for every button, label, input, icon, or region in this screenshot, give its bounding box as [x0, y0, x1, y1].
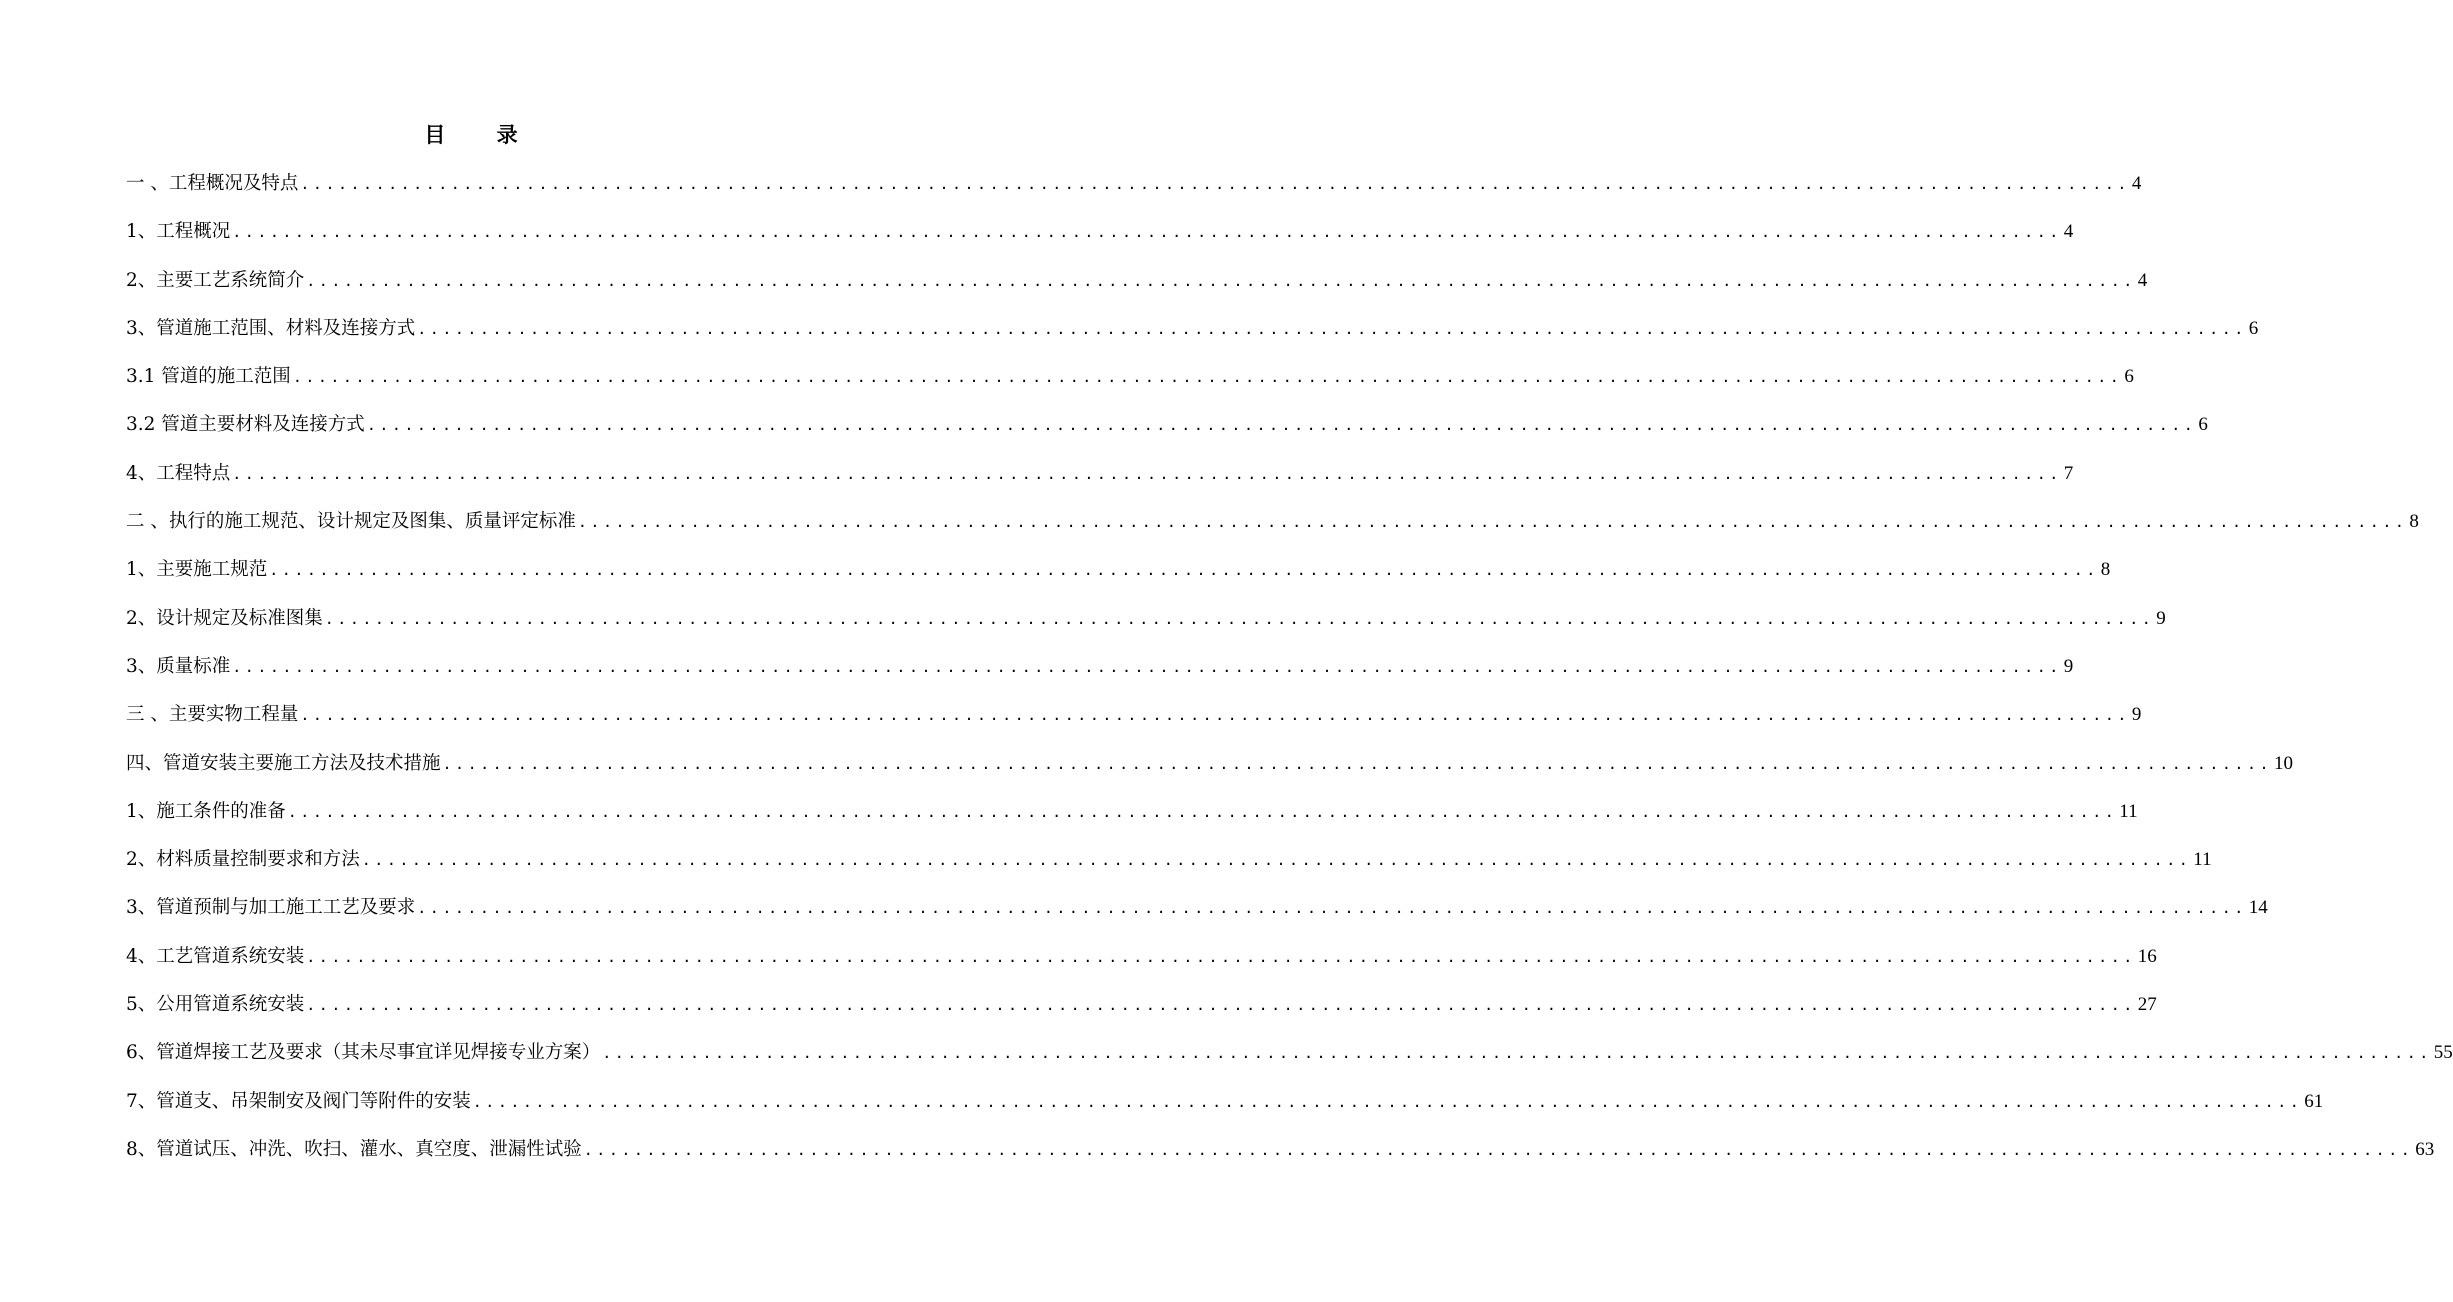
toc-entry[interactable] — [126, 989, 2157, 1037]
toc-entry[interactable] — [126, 844, 2212, 892]
toc-entry-title: 四、管道安装主要施工方法及技术措施 — [126, 752, 441, 774]
toc-entry-title: 二 、执行的施工规范、设计规定及图集、质量评定标准 — [126, 511, 576, 533]
toc-entry-page-number: 14 — [2248, 897, 2268, 919]
toc-entry-page-number: 8 — [2409, 511, 2419, 533]
toc-dot-leader: .................................................................................................................................................. — [602, 1044, 2432, 1063]
toc-dot-leader: .................................................................................................................................................. — [300, 175, 2130, 193]
toc-entry[interactable] — [126, 699, 2142, 747]
table-of-contents — [126, 168, 2453, 1182]
toc-entry-page-number: 11 — [2119, 800, 2138, 822]
toc-entry[interactable] — [126, 651, 2074, 699]
toc-dot-leader: .................................................................................................................................................. — [287, 802, 2118, 821]
toc-entry-title: 5、公用管道系统安装 — [126, 994, 305, 1016]
toc-entry-page-number: 16 — [2137, 945, 2157, 967]
toc-entry[interactable] — [126, 796, 2138, 844]
toc-entry-page-number: 63 — [2415, 1138, 2435, 1160]
toc-dot-leader: .................................................................................................................................................. — [232, 223, 2062, 242]
toc-dot-leader: .................................................................................................................................................. — [306, 947, 2136, 966]
toc-entry-title: 3.2 管道主要材料及连接方式 — [126, 414, 365, 436]
toc-entry-page-number: 7 — [2063, 462, 2074, 484]
toc-entry-title: 4、工艺管道系统安装 — [126, 945, 305, 967]
toc-entry[interactable] — [126, 554, 2111, 602]
toc-entry-page-number: 4 — [2131, 173, 2142, 194]
toc-dot-leader: .................................................................................................................................................. — [324, 609, 2155, 628]
toc-dot-leader: .................................................................................................................................................. — [361, 851, 2192, 870]
toc-entry-page-number: 6 — [2198, 414, 2208, 436]
toc-entry-title: 2、材料质量控制要求和方法 — [126, 849, 360, 871]
toc-entry[interactable] — [126, 1134, 2435, 1182]
toc-dot-leader: .................................................................................................................................................. — [417, 899, 2247, 918]
toc-entry-title: 1、施工条件的准备 — [126, 800, 286, 822]
toc-entry[interactable] — [126, 941, 2157, 989]
toc-entry-title: 3、管道预制与加工施工工艺及要求 — [126, 897, 416, 919]
toc-dot-leader: .................................................................................................................................................. — [300, 706, 2130, 725]
toc-entry[interactable] — [126, 748, 2294, 796]
toc-entry[interactable] — [126, 168, 2142, 216]
toc-entry-page-number: 9 — [2156, 607, 2166, 629]
toc-dot-leader: .................................................................................................................................................. — [417, 319, 2247, 338]
toc-entry-title: 2、设计规定及标准图集 — [126, 607, 323, 629]
toc-dot-leader: .................................................................................................................................................. — [306, 996, 2136, 1015]
toc-entry-page-number: 10 — [2274, 752, 2294, 774]
toc-entry-page-number: 9 — [2063, 655, 2074, 677]
toc-entry-title: 4、工程特点 — [126, 462, 231, 484]
toc-entry-page-number: 9 — [2131, 704, 2142, 726]
toc-title: 目 录 — [424, 122, 540, 147]
toc-entry-title: 3、质量标准 — [126, 655, 231, 677]
toc-dot-leader: .................................................................................................................................................. — [306, 271, 2136, 290]
toc-entry[interactable] — [126, 603, 2166, 651]
toc-entry-page-number: 27 — [2137, 994, 2157, 1016]
toc-entry[interactable] — [126, 458, 2074, 506]
toc-entry-page-number: 55 — [2433, 1042, 2453, 1064]
toc-entry[interactable] — [126, 216, 2074, 264]
toc-entry-title: 1、主要施工规范 — [126, 559, 268, 581]
toc-entry-title: 3.1 管道的施工范围 — [126, 366, 291, 388]
toc-entry-title: 8、管道试压、冲洗、吹扫、灌水、真空度、泄漏性试验 — [126, 1138, 582, 1160]
toc-entry-title: 7、管道支、吊架制安及阀门等附件的安装 — [126, 1090, 471, 1112]
toc-entry[interactable] — [126, 506, 2419, 554]
toc-entry[interactable] — [126, 1086, 2324, 1134]
toc-dot-leader: .................................................................................................................................................. — [472, 1092, 2303, 1111]
toc-dot-leader: .................................................................................................................................................. — [232, 657, 2062, 676]
toc-dot-leader: .................................................................................................................................................. — [442, 754, 2273, 773]
toc-entry[interactable] — [126, 313, 2259, 361]
toc-entry[interactable] — [126, 361, 2134, 409]
toc-entry-title: 1、工程概况 — [126, 221, 231, 243]
toc-entry-title: 三 、主要实物工程量 — [126, 704, 299, 726]
toc-entry[interactable] — [126, 1037, 2453, 1085]
toc-dot-leader: .................................................................................................................................................. — [292, 368, 2123, 387]
toc-entry-title: 2、主要工艺系统简介 — [126, 269, 305, 291]
toc-dot-leader: .................................................................................................................................................. — [583, 1140, 2414, 1159]
toc-entry[interactable] — [126, 265, 2148, 313]
toc-dot-leader: .................................................................................................................................................. — [366, 416, 2197, 435]
toc-entry-page-number: 4 — [2063, 221, 2074, 243]
toc-dot-leader: .................................................................................................................................................. — [577, 513, 2408, 532]
toc-entry-page-number: 4 — [2137, 269, 2148, 291]
toc-dot-leader: .................................................................................................................................................. — [232, 464, 2062, 483]
toc-entry-page-number: 8 — [2100, 559, 2111, 581]
toc-dot-leader: .................................................................................................................................................. — [269, 561, 2099, 580]
toc-entry[interactable] — [126, 409, 2208, 457]
toc-entry-page-number: 61 — [2304, 1090, 2324, 1112]
toc-entry-page-number: 6 — [2124, 366, 2134, 388]
toc-entry[interactable] — [126, 892, 2268, 940]
toc-entry-title: 3、管道施工范围、材料及连接方式 — [126, 317, 416, 339]
toc-entry-title: 一 、工程概况及特点 — [126, 173, 299, 194]
toc-entry-page-number: 6 — [2248, 317, 2259, 339]
toc-entry-page-number: 11 — [2193, 849, 2212, 871]
toc-entry-title: 6、管道焊接工艺及要求（其未尽事宜详见焊接专业方案） — [126, 1042, 601, 1064]
